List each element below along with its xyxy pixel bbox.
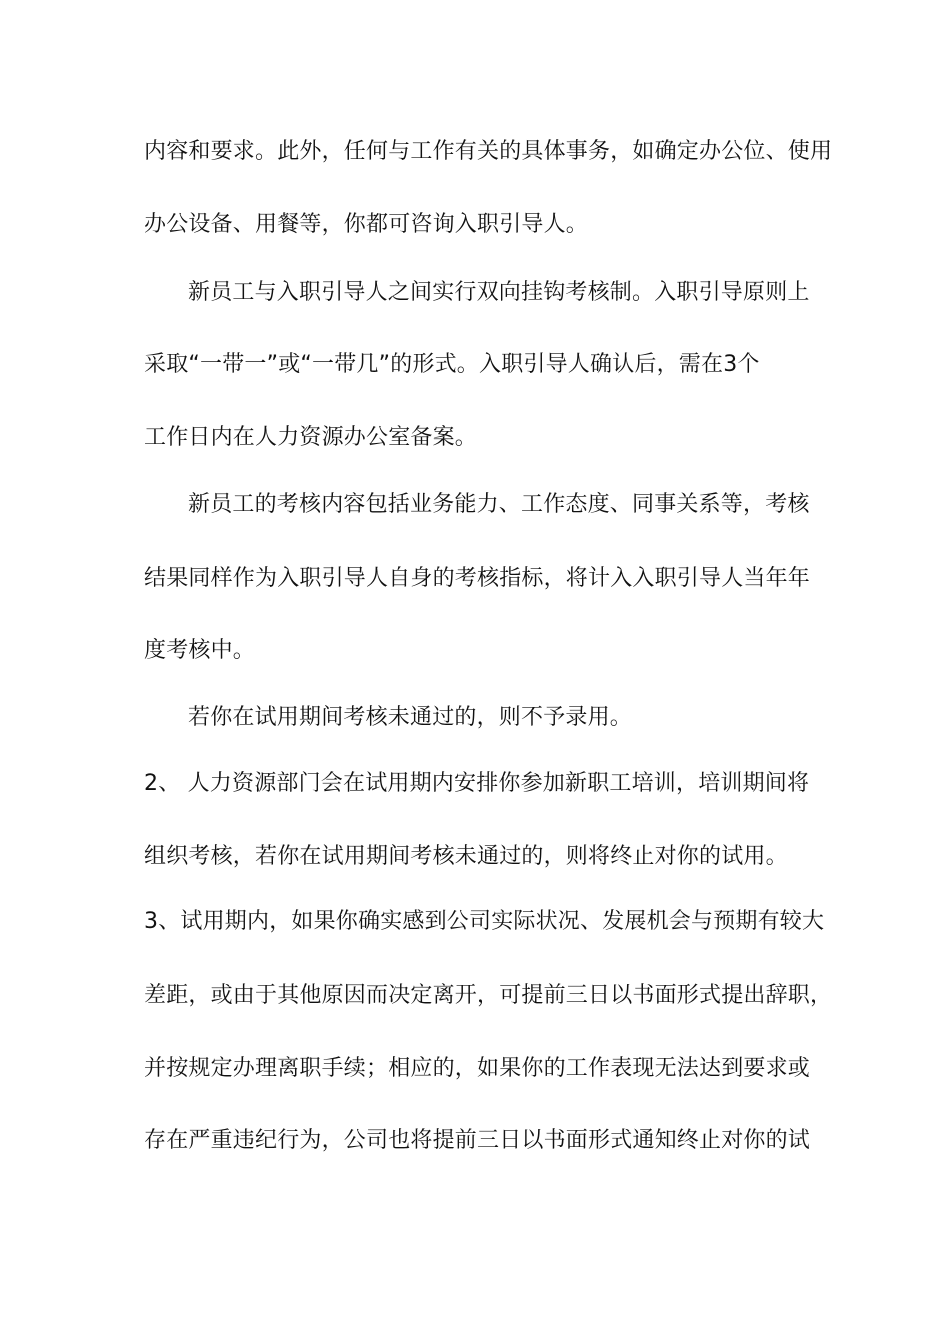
numbered-item-line: 2、 人力资源部门会在试用期内安排你参加新职工培训，培训期间将 [144, 771, 810, 796]
body-text-line: 工作日内在人力资源办公室备案。 [144, 425, 478, 450]
body-text-line: 组织考核，若你在试用期间考核未通过的，则将终止对你的试用。 [144, 844, 788, 869]
body-text-line: 差距，或由于其他原因而决定离开，可提前三日以书面形式提出辞职， [144, 983, 833, 1008]
body-text-line: 结果同样作为入职引导人自身的考核指标，将计入入职引导人当年年 [144, 566, 811, 591]
numbered-item-line: 3、试用期内，如果你确实感到公司实际状况、发展机会与预期有较大 [144, 909, 825, 934]
body-text-line: 采取“一带一”或“一带几”的形式。入职引导人确认后，需在3个 [144, 352, 760, 377]
paragraph-start-line: 新员工与入职引导人之间实行双向挂钩考核制。入职引导原则上 [188, 280, 810, 305]
body-text-line: 度考核中。 [144, 638, 256, 663]
body-text-line: 办公设备、用餐等，你都可咨询入职引导人。 [144, 212, 589, 237]
body-text-line: 存在严重违纪行为，公司也将提前三日以书面形式通知终止对你的试 [144, 1128, 811, 1153]
paragraph-start-line: 新员工的考核内容包括业务能力、工作态度、同事关系等，考核 [188, 492, 810, 517]
paragraph-start-line: 若你在试用期间考核未通过的，则不予录用。 [188, 705, 633, 730]
body-text-line: 内容和要求。此外，任何与工作有关的具体事务，如确定办公位、使用 [144, 139, 833, 164]
body-text-line: 并按规定办理离职手续；相应的，如果你的工作表现无法达到要求或 [144, 1056, 811, 1081]
